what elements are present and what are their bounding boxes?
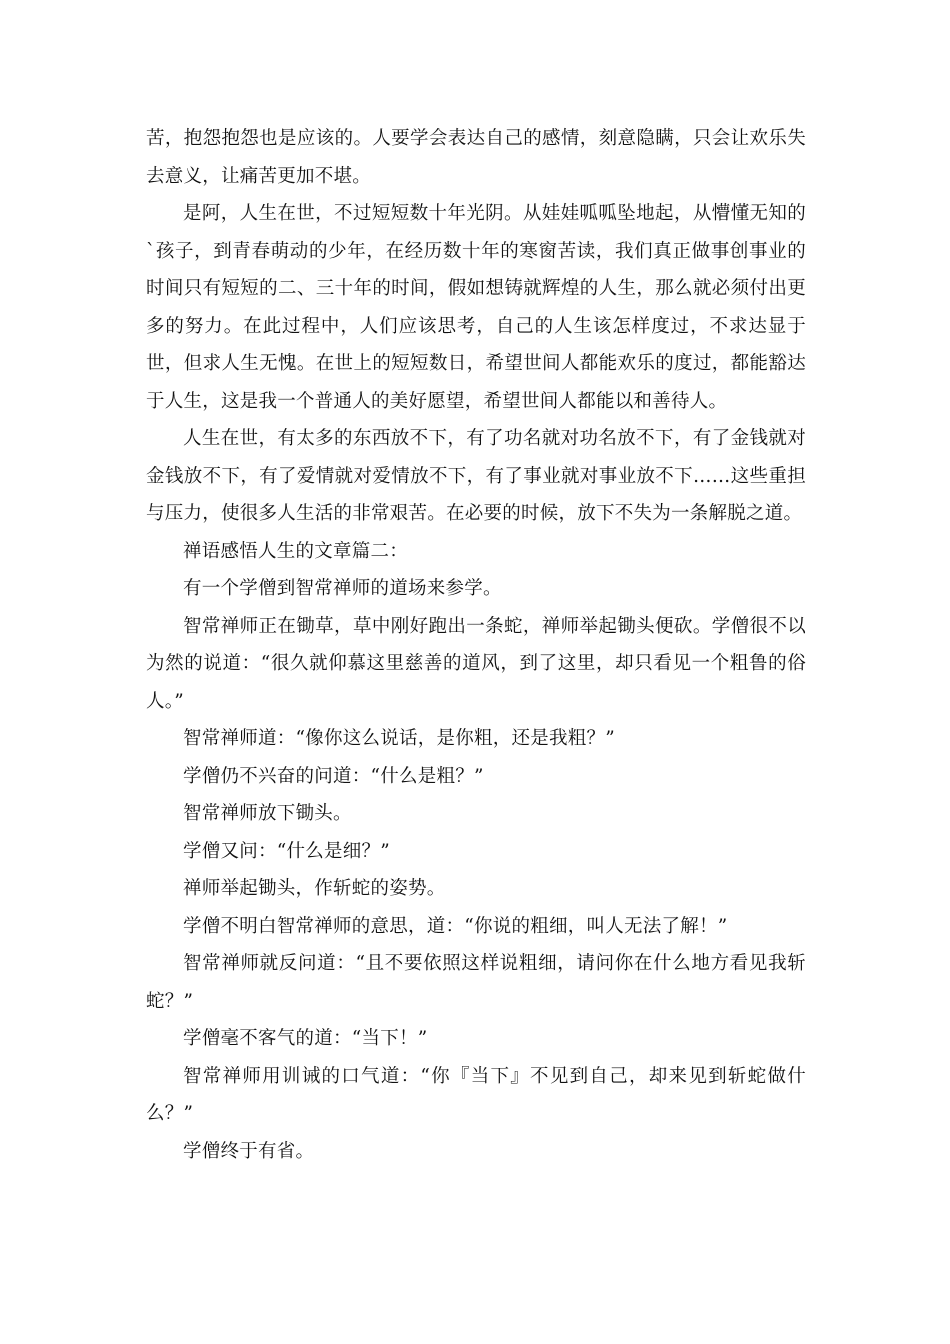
paragraph: 学僧终于有省。: [183, 1140, 315, 1162]
document-page: [146, 120, 806, 1170]
paragraph: 智常禅师正在锄草，草中刚好跑出一条蛇，禅师举起锄头便砍。学僧很不以为然的说道：“很久就仰慕这里慈善的道风，到了这里，却只看见一个粗鲁的俗人。”: [146, 615, 806, 712]
paragraph: 是阿，人生在世，不过短短数十年光阴。从娃娃呱呱坠地起，从懵懂无知的`孩子，到青春萌动的少年，在经历数十年的寒窗苦读，我们真正做事创事业的时间只有短短的二、三十年的时间，假如想铸就辉煌的人生，那么就必须付出更多的努力。在此过程中，人们应该思考，自己的人生该怎样度过，不求达显于世，但求人生无愧。在世上的短短数日，希望世间人都能欢乐的度过，都能豁达于人生，这是我一个普通人的美好愿望，希望世间人都能以和善待人。: [146, 203, 806, 412]
paragraph: 智常禅师道：“像你这么说话，是你粗，还是我粗？”: [183, 728, 615, 749]
section-heading: 禅语感悟人生的文章篇二：: [183, 540, 409, 562]
paragraph: 学僧仍不兴奋的问道：“什么是粗？”: [183, 765, 484, 787]
paragraph: 禅师举起锄头，作斩蛇的姿势。: [183, 878, 446, 899]
paragraph: 智常禅师放下锄头。: [183, 803, 352, 824]
paragraph: 学僧不明白智常禅师的意思，道：“你说的粗细，叫人无法了解！”: [183, 915, 728, 937]
paragraph: 智常禅师就反问道：“且不要依照这样说粗细，请问你在什么地方看见我斩蛇？”: [146, 953, 806, 1012]
paragraph: 智常禅师用训诫的口气道：“你『当下』不见到自己，却来见到斩蛇做什么？”: [146, 1065, 806, 1124]
paragraph: 有一个学僧到智常禅师的道场来参学。: [183, 578, 502, 599]
paragraph: 人生在世，有太多的东西放不下，有了功名就对功名放不下，有了金钱就对金钱放不下，有了爱情就对爱情放不下，有了事业就对事业放不下……这些重担与压力，使很多人生活的非常艰苦。在必要的时候，放下不失为一条解脱之道。: [146, 428, 806, 524]
paragraph: 苦，抱怨抱怨也是应该的。人要学会表达自己的感情，刻意隐瞒，只会让欢乐失去意义，让痛苦更加不堪。: [146, 128, 806, 187]
paragraph: 学僧又问：“什么是细？”: [183, 840, 390, 862]
paragraph: 学僧毫不客气的道：“当下！”: [183, 1028, 428, 1049]
